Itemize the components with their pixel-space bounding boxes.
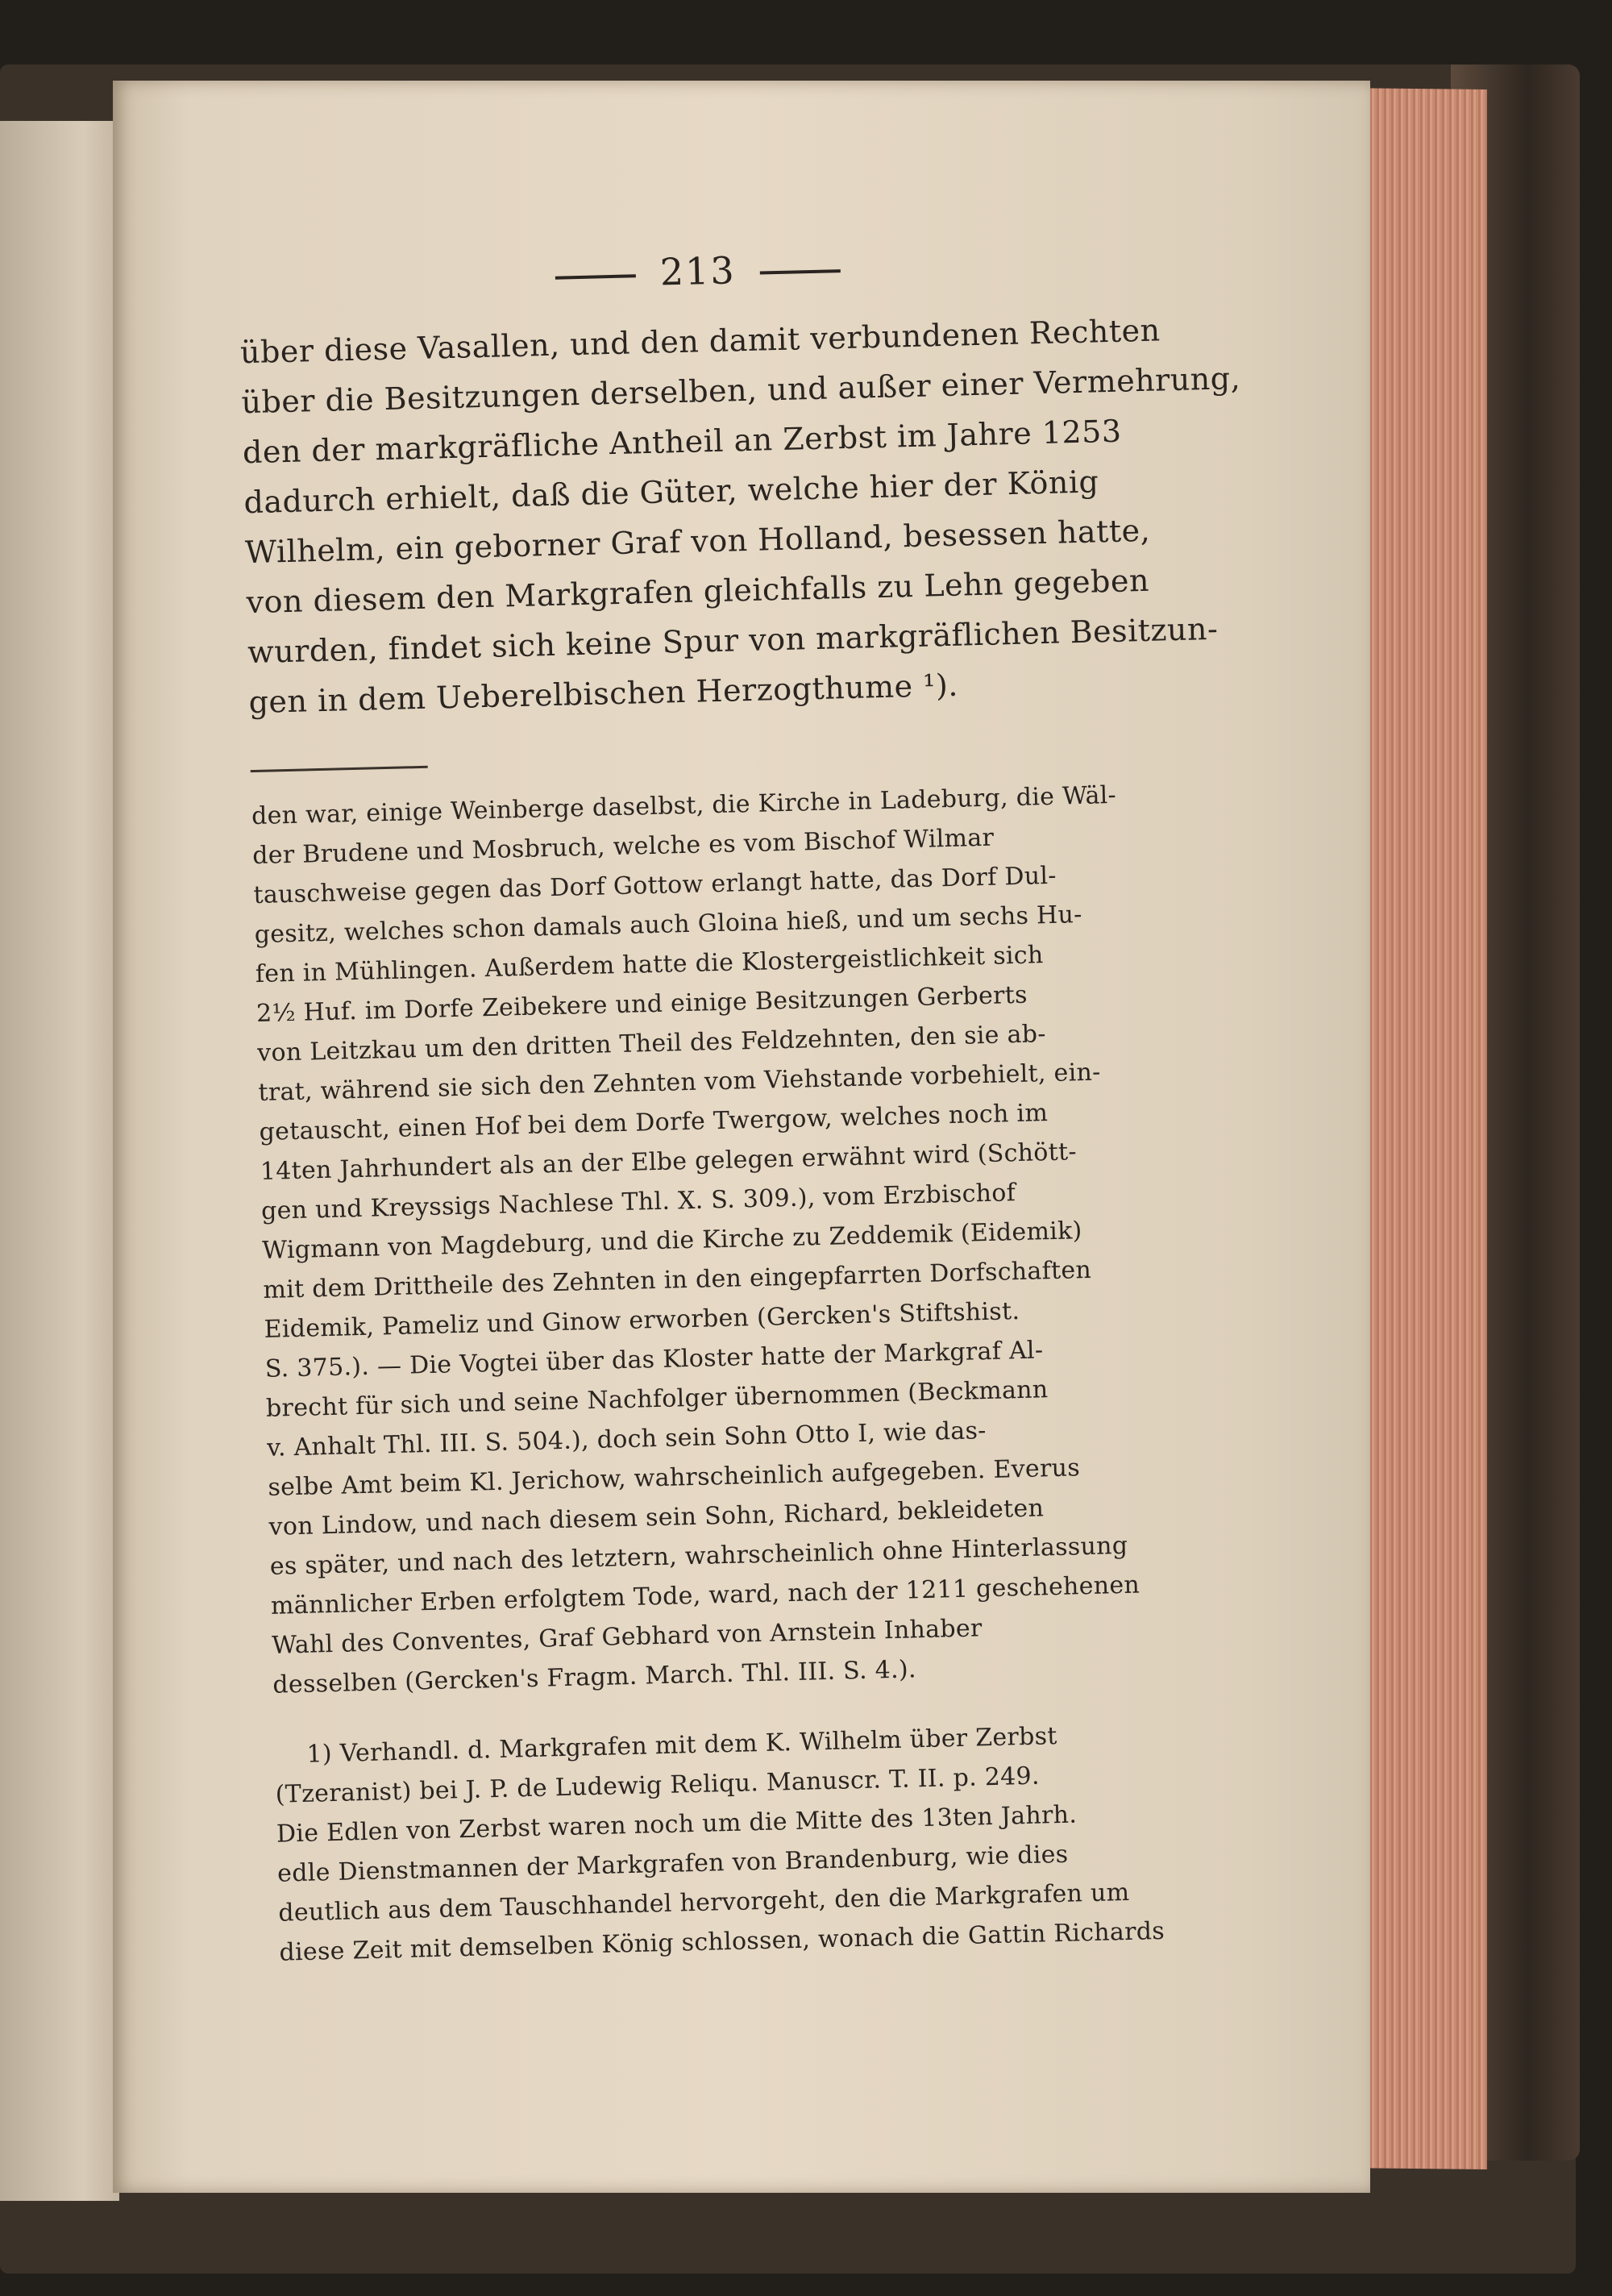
body-line: über die Besitzungen derselben, und außer einer Vermehrung, (241, 360, 1241, 421)
footnote-line: 1) Verhandl. d. Markgrafen mit dem K. Wilhelm über Zerbst (306, 1722, 1058, 1769)
footnote-line: männlicher Erben erfolgtem Tode, ward, nach der 1211 geschehenen (270, 1570, 1140, 1620)
body-line: Wilhelm, ein geborner Graf von Holland, besessen hatte, (244, 512, 1151, 571)
footnote-line: 14ten Jahrhundert als an der Elbe gelegen erwähnt wird (Schött- (260, 1138, 1078, 1186)
footnote-line: Wigmann von Magdeburg, und die Kirche zu Zeddemik (Eidemik) (261, 1217, 1083, 1265)
footnote-line: diese Zeit mit demselben König schlossen, wonach die Gattin Richards (279, 1916, 1165, 1967)
footnote-line: getauscht, einen Hof bei dem Dorfe Twergow, welches noch im (259, 1099, 1049, 1147)
footnote-line: desselben (Gercken's Fragm. March. Thl. III. S. 4.). (272, 1655, 917, 1699)
body-line: gen in dem Ueberelbischen Herzogthume ¹). (248, 667, 959, 721)
footnote-line: deutlich aus dem Tauschhandel hervorgeht, den die Markgrafen um (277, 1878, 1130, 1928)
footnote-separator-rule (251, 766, 428, 772)
footnote-line: Eidemik, Pameliz und Ginow erworben (Gercken's Stiftshist. (264, 1297, 1020, 1344)
footnote-line: von Lindow, und nach diesem sein Sohn, Richard, bekleideten (268, 1494, 1045, 1541)
footnote-line: von Leitzkau um den dritten Theil des Feldzehnten, den sie ab- (256, 1020, 1047, 1068)
footnote-line: brecht für sich und seine Nachfolger übernommen (Beckmann (265, 1375, 1049, 1423)
body-line: dadurch erhielt, daß die Güter, welche hier der König (243, 464, 1099, 521)
body-line: wurden, findet sich keine Spur von markgräflichen Besitzun- (247, 610, 1219, 671)
page-number-header (528, 245, 867, 297)
footnote-line: gen und Kreyssigs Nachlese Thl. X. S. 309.), vom Erzbischof (260, 1179, 1016, 1225)
footnote-line: (Tzeranist) bei J. P. de Ludewig Reliqu. Manuscr. T. II. p. 249. (275, 1762, 1041, 1809)
footnote-line: es später, und nach des letztern, wahrscheinlich ohne Hinterlassung (269, 1531, 1128, 1581)
body-line: über diese Vasallen, und den damit verbundenen Rechten (239, 312, 1161, 371)
left-page-sliver (0, 121, 119, 2201)
page-text-block (113, 65, 1422, 2207)
footnote-line: edle Dienstmannen der Markgrafen von Brandenburg, wie dies (276, 1840, 1069, 1888)
footnote-line: mit dem Drittheile des Zehnten in den eingepfarrten Dorfschaften (263, 1255, 1092, 1304)
footnote-line: Die Edlen von Zerbst waren noch um die Mitte des 13ten Jahrh. (276, 1800, 1078, 1849)
footnote-line: der Brudene und Mosbruch, welche es vom Bischof Wilmar (251, 823, 995, 871)
footnote-line: v. Anhalt Thl. III. S. 504.), doch sein Sohn Otto I, wie das- (266, 1416, 987, 1462)
header-dash-right (760, 269, 841, 274)
footnote-line: trat, während sie sich den Zehnten vom Viehstande vorbehielt, ein- (258, 1058, 1101, 1108)
footnote-line: fen in Mühlingen. Außerdem hatte die Klostergeistlichkeit sich (255, 941, 1044, 989)
footnote-line: den war, einige Weinberge daselbst, die Kirche in Ladeburg, die Wäl- (251, 780, 1117, 831)
footnote-line: 2½ Huf. im Dorfe Zeibekere und einige Besitzungen Gerberts (256, 980, 1028, 1029)
page-number: 213 (659, 248, 737, 294)
body-line: den der markgräfliche Antheil an Zerbst im Jahre 1253 (242, 413, 1122, 471)
body-line: von diesem den Markgrafen gleichfalls zu Lehn gegeben (246, 562, 1150, 621)
footnote-line: Wahl des Conventes, Graf Gebhard von Arnstein Inhaber (271, 1614, 983, 1660)
footnote-line: S. 375.). — Die Vogtei über das Kloster hatte der Markgraf Al- (264, 1336, 1044, 1383)
header-dash-left (555, 274, 636, 279)
footnote-line: gesitz, welches schon damals auch Gloina hieß, und um sechs Hu- (254, 900, 1082, 950)
footnote-line: selbe Amt beim Kl. Jerichow, wahrscheinlich aufgegeben. Everus (268, 1454, 1081, 1502)
footnote-line: tauschweise gegen das Dorf Gottow erlangt hatte, das Dorf Dul- (253, 861, 1057, 910)
